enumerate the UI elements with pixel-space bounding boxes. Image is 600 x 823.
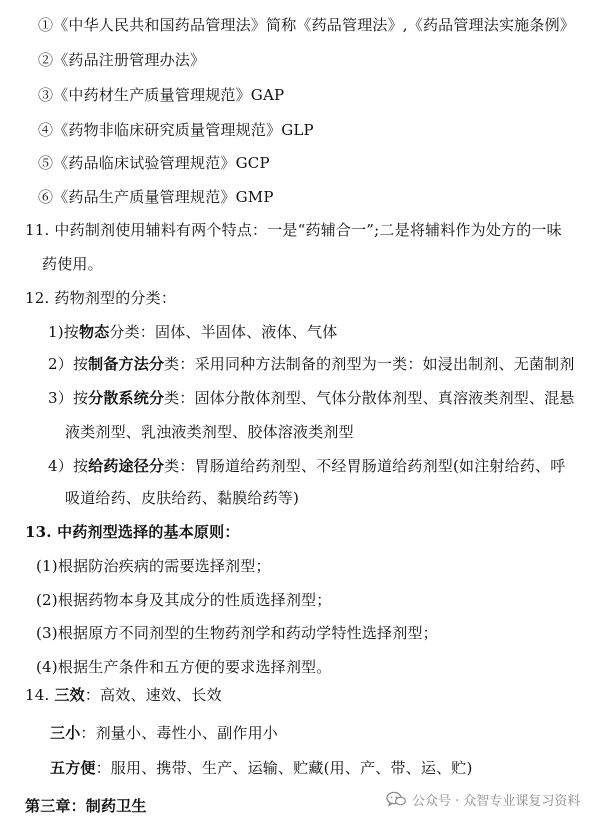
chapter-heading: 第三章：制药卫生 (25, 797, 147, 815)
watermark-text: 公众号 · 众智专业课复习资料 (412, 793, 581, 809)
principle-4: (4)根据生产条件和五方便的要求选择剂型。 (36, 658, 332, 676)
watermark (386, 788, 580, 810)
classification-prefix: 4）按 (48, 457, 89, 475)
three-small-label: 三小 (50, 724, 81, 742)
item-12-title: 12. 药物剂型的分类： (25, 289, 177, 307)
five-conveniences-label: 五方便 (50, 759, 96, 777)
classification-prefix: 2）按 (48, 355, 89, 373)
item-11-line-1: 11. 中药制剂使用辅料有两个特点：一是“药辅合一”;二是将辅料作为处方的一味 (25, 221, 562, 239)
item-13-title: 13. 中药剂型选择的基本原则： (25, 523, 240, 541)
three-effects-label: 三效 (54, 686, 85, 704)
classification-preparation-method (48, 354, 575, 374)
law-item-5: ⑤《药品临床试验管理规范》GCP (38, 154, 270, 172)
classification-text: 类：固体分散体剂型、气体分散体剂型、真溶液类剂型、混悬 (164, 389, 575, 407)
classification-text: 类：采用同种方法制备的剂型为一类：如浸出制剂、无菌制剂 (164, 355, 575, 373)
classification-keyword: 制备方法分 (88, 355, 165, 373)
principle-1: (1)根据防治疾病的需要选择剂型； (36, 557, 271, 575)
principle-2: (2)根据药物本身及其成分的性质选择剂型； (36, 591, 332, 609)
classification-physical-state (48, 322, 337, 342)
law-item-3: ③《中药材生产质量管理规范》GAP (38, 86, 285, 104)
five-conveniences-text: ：服用、携带、生产、运输、贮藏(用、产、带、运、贮) (95, 759, 473, 777)
classification-prefix: 1)按 (48, 323, 79, 341)
classification-keyword: 给药途径分 (88, 457, 165, 475)
classification-prefix: 3）按 (48, 389, 89, 407)
three-small-text: ：剂量小、毒性小、副作用小 (80, 724, 279, 742)
wechat-icon (386, 791, 406, 807)
classification-keyword: 分散系统分 (88, 389, 165, 407)
law-item-1: ①《中华人民共和国药品管理法》简称《药品管理法》,《药品管理法实施条例》 (38, 16, 575, 34)
law-item-2: ②《药品注册管理办法》 (38, 51, 206, 69)
item-14-five-conveniences (50, 758, 473, 778)
classification-route-cont: 吸道给药、皮肤给药、黏膜给药等) (65, 489, 300, 507)
classification-text: 分类：固体、半固体、液体、气体 (109, 323, 338, 341)
classification-dispersion-system (48, 388, 575, 408)
item-14-number: 14. (25, 686, 55, 704)
principle-3: (3)根据原方不同剂型的生物药剂学和药动学特性选择剂型； (36, 624, 438, 642)
classification-text: 类：胃肠道给药剂型、不经胃肠道给药剂型(如注射给药、呼 (164, 457, 566, 475)
law-item-6: ⑥《药品生产质量管理规范》GMP (38, 188, 274, 206)
classification-dispersion-system-cont: 液类剂型、乳浊液类剂型、胶体溶液类剂型 (65, 423, 354, 441)
item-11-line-2: 药使用。 (42, 255, 103, 273)
classification-keyword: 物态 (79, 323, 110, 341)
classification-route (48, 456, 565, 476)
item-14-three-effects (25, 685, 222, 705)
three-effects-text: ：高效、速效、长效 (84, 686, 222, 704)
item-14-three-small (50, 723, 278, 743)
law-item-4: ④《药物非临床研究质量管理规范》GLP (38, 121, 314, 139)
